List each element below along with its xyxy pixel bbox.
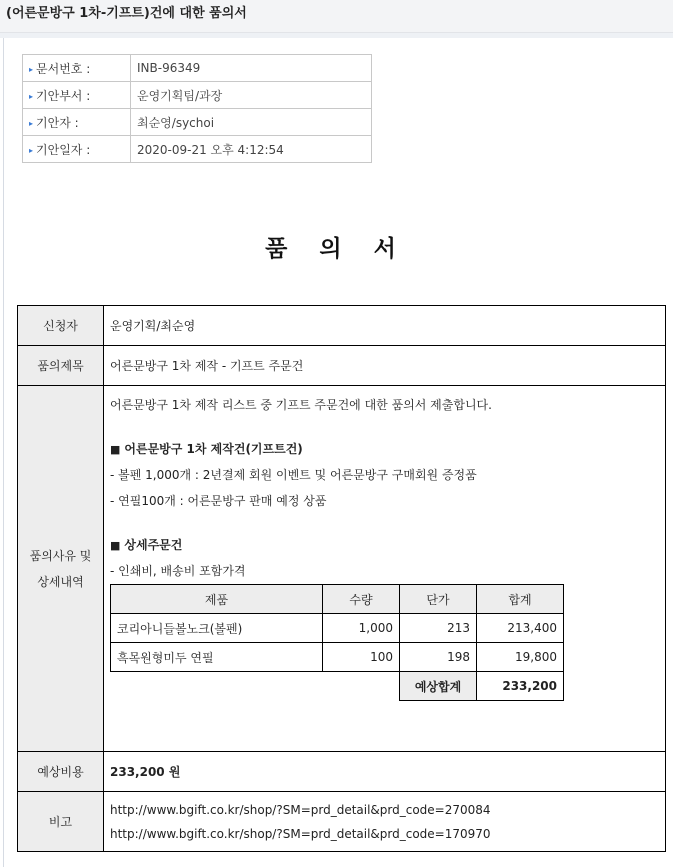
order-table-header [111, 585, 564, 614]
meta-row [23, 136, 372, 163]
meta-label-cell [23, 109, 131, 136]
meta-row [23, 82, 372, 109]
section-heading [110, 536, 659, 562]
column-header: 수량 [323, 585, 400, 614]
meta-label-cell [23, 55, 131, 82]
order-table [110, 584, 564, 701]
square-bullet-icon: ■ [110, 443, 121, 456]
meta-label: 문서번호 : [36, 61, 91, 76]
product-link[interactable]: http://www.bgift.co.kr/shop/?SM=prd_detail&prd_code=170970 [110, 826, 491, 841]
left-rule [3, 38, 4, 867]
meta-value: 2020-09-21 오후 4:12:54 [131, 136, 372, 163]
meta-label: 기안일자 : [36, 142, 91, 157]
total-row [111, 672, 564, 701]
reason-label-line2: 상세내역 [37, 574, 84, 589]
bullet-icon: ▸ [29, 118, 34, 128]
reason-label [18, 386, 104, 752]
cost-value: 233,200 원 [104, 752, 666, 792]
page-title: 품 의 서 [265, 236, 408, 262]
product-link[interactable]: http://www.bgift.co.kr/shop/?SM=prd_detail&prd_code=270084 [110, 802, 491, 817]
table-row [111, 643, 564, 672]
cost-label: 예상비용 [18, 752, 104, 792]
reason-row [18, 386, 666, 752]
meta-label: 기안부서 : [36, 88, 91, 103]
column-header: 단가 [400, 585, 477, 614]
bullet-icon: ▸ [29, 145, 34, 155]
total-value: 233,200 [477, 672, 564, 701]
table-row [111, 614, 564, 643]
subject-label: 품의제목 [18, 346, 104, 386]
remarks-row [18, 792, 666, 852]
document-title: (어른문방구 1차-기프트)건에 대한 품의서 [6, 6, 247, 21]
product-cell: 코리아니들볼노크(볼펜) [111, 614, 323, 643]
meta-row [23, 55, 372, 82]
reason-intro: 어른문방구 1차 제작 리스트 중 기프트 주문건에 대한 품의서 제출합니다. [110, 398, 492, 412]
meta-label: 기안자 : [36, 115, 79, 130]
bullet-icon: ▸ [29, 91, 34, 101]
approval-form-table [17, 305, 666, 852]
section-line: - 연필100개 : 어른문방구 판매 예정 상품 [110, 494, 327, 508]
cost-row [18, 752, 666, 792]
meta-value: INB-96349 [131, 55, 372, 82]
reason-label-line1: 품의사유 및 [29, 548, 92, 563]
section-title: 어른문방구 1차 제작건(기프트건) [124, 442, 303, 456]
unit-price-cell: 198 [400, 643, 477, 672]
document-meta-table [22, 54, 372, 163]
quantity-cell: 1,000 [323, 614, 400, 643]
title-bar [0, 0, 673, 33]
total-label: 예상합계 [400, 672, 477, 701]
meta-value: 최순영/sychoi [131, 109, 372, 136]
section-line: - 볼펜 1,000개 : 2년결제 회원 이벤트 및 어른문방구 구매회원 증정품 [110, 468, 477, 482]
bullet-icon: ▸ [29, 64, 34, 74]
remarks-label: 비고 [18, 792, 104, 852]
section-note: - 인쇄비, 배송비 포함가격 [110, 564, 246, 578]
meta-row [23, 109, 372, 136]
applicant-value: 운영기획/최순영 [104, 306, 666, 346]
unit-price-cell: 213 [400, 614, 477, 643]
applicant-label: 신청자 [18, 306, 104, 346]
subject-row [18, 346, 666, 386]
product-cell: 흑목원형미두 연필 [111, 643, 323, 672]
meta-value: 운영기획팀/과장 [131, 82, 372, 109]
subtotal-cell: 19,800 [477, 643, 564, 672]
title-strip [0, 33, 673, 38]
column-header: 합계 [477, 585, 564, 614]
subject-value: 어른문방구 1차 제작 - 기프트 주문건 [104, 346, 666, 386]
meta-label-cell [23, 136, 131, 163]
square-bullet-icon: ■ [110, 539, 121, 552]
subtotal-cell: 213,400 [477, 614, 564, 643]
column-header: 제품 [111, 585, 323, 614]
section-title: 상세주문건 [124, 538, 183, 552]
section-heading [110, 440, 659, 466]
reason-content [104, 386, 666, 752]
remarks-content [104, 792, 666, 852]
quantity-cell: 100 [323, 643, 400, 672]
meta-label-cell [23, 82, 131, 109]
applicant-row [18, 306, 666, 346]
